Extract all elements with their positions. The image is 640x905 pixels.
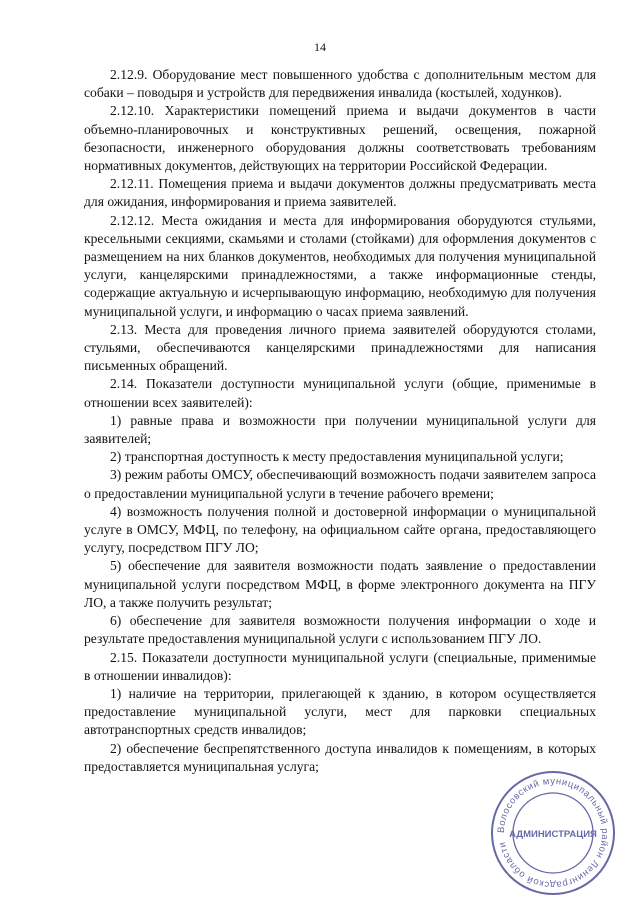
list-item-2-15-2: 2) обеспечение беспрепятственного доступа инвалидов к помещениям, в которых предоставляется муниципальная услуга;	[84, 740, 596, 774]
paragraph-2-12-12: 2.12.12. Места ожидания и места для информирования оборудуются стульями, кресельными секциями, скамьями и столами (стойками) для оформления документов с размещением на них бланков документов, необходимых для получения муниципальной услуги, канцелярскими принадлежностями, а также информационные стенды, содержащие актуальную и исчерпывающую информацию, необходимую для получения муниципальной услуги, и информацию о часах приема заявлений.	[84, 212, 596, 319]
seal-ring-text: Волосовский муниципальный район Ленинградской области	[495, 775, 611, 891]
paragraph-2-12-9: 2.12.9. Оборудование мест повышенного удобства с дополнительным местом для собаки – поводыря и устройств для передвижения инвалида (костылей, ходунков).	[84, 67, 596, 101]
paragraph-2-13: 2.13. Места для проведения личного приема заявителей оборудуются столами, стульями, обеспечиваются канцелярскими принадлежностями для написания письменных обращений.	[84, 321, 596, 374]
paragraph-2-12-10: 2.12.10. Характеристики помещений приема и выдачи документов в части объемно-планировочных и конструктивных решений, освещения, пожарной безопасности, инженерного оборудования должны соответствовать требованиям нормативных документов, действующих на территории Российской Федерации.	[84, 103, 596, 174]
list-item-2-14-6: 6) обеспечение для заявителя возможности получения информации о ходе и результате предоставления муниципальной услуги с использованием ПГУ ЛО.	[84, 613, 596, 647]
list-item-2-14-2: 2) транспортная доступность к месту предоставления муниципальной услуги;	[110, 449, 564, 465]
list-item-2-14-1: 1) равные права и возможности при получении муниципальной услуги для заявителей;	[84, 412, 596, 447]
paragraph-2-12-11: 2.12.11. Помещения приема и выдачи документов должны предусматривать места для ожидания, информирования и приема заявителей.	[84, 176, 596, 210]
list-item-2-14-5: 5) обеспечение для заявителя возможности подать заявление о предоставлении муниципальной услуги посредством МФЦ, в форме электронного документа на ПГУ ЛО, а также получить результат;	[84, 558, 596, 610]
list-item-2-15-1: 1) наличие на территории, прилегающей к зданию, в котором осуществляется предоставление муниципальной услуги, мест для парковки специальных автотранспортных средств инвалидов;	[84, 685, 596, 738]
official-seal	[488, 768, 618, 898]
list-item-2-14-3: 3) режим работы ОМСУ, обеспечивающий возможность подачи заявителем запроса о предоставлении муниципальной услуги в течение рабочего времени;	[84, 467, 596, 501]
paragraph-2-14: 2.14. Показатели доступности муниципальной услуги (общие, применимые в отношении всех заявителей):	[84, 376, 596, 410]
page-number: 14	[314, 40, 326, 54]
document-body	[84, 66, 596, 776]
paragraph-2-15: 2.15. Показатели доступности муниципальной услуги (специальные, применимые в отношении инвалидов):	[84, 649, 596, 683]
list-item-2-14-4: 4) возможность получения полной и достоверной информации о муниципальной услуге в ОМСУ, МФЦ, по телефону, на официальном сайте органа, предоставляющего услугу, посредством ПГУ ЛО;	[84, 503, 596, 556]
seal-center-text: АДМИНИСТРАЦИЯ	[509, 829, 597, 840]
